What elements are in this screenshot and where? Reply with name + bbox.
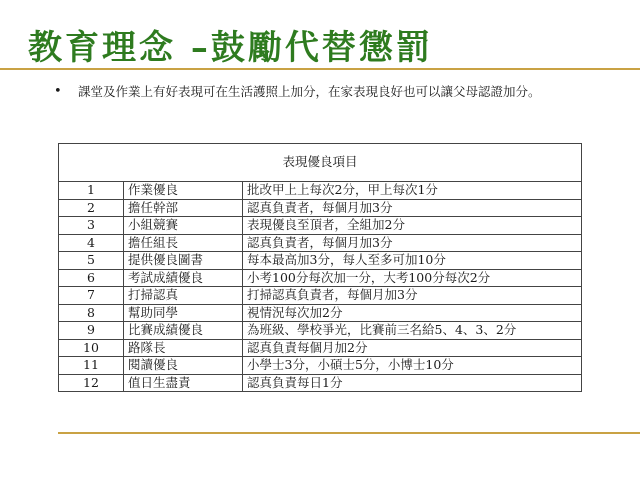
row-description: 視情況每次加2分 — [243, 304, 582, 322]
table-row — [59, 182, 582, 200]
row-number: 1 — [59, 182, 124, 200]
table-row — [59, 322, 582, 340]
row-description: 每本最高加3分，每人至多可加10分 — [243, 252, 582, 270]
row-item: 比賽成績優良 — [124, 322, 243, 340]
row-description: 認真負責每日1分 — [243, 374, 582, 392]
row-description: 為班級、學校爭光，比賽前三名給5、4、3、2分 — [243, 322, 582, 340]
bullet-dot: • — [54, 84, 62, 99]
row-number: 2 — [59, 199, 124, 217]
bottom-divider — [58, 432, 640, 434]
row-item: 作業優良 — [124, 182, 243, 200]
row-number: 7 — [59, 287, 124, 305]
table-row — [59, 199, 582, 217]
row-number: 4 — [59, 234, 124, 252]
row-item: 擔任幹部 — [124, 199, 243, 217]
row-description: 打掃認真負責者，每個月加3分 — [243, 287, 582, 305]
row-number: 12 — [59, 374, 124, 392]
table-header: 表現優良項目 — [59, 144, 582, 182]
table-row — [59, 217, 582, 235]
row-item: 路隊長 — [124, 339, 243, 357]
row-item: 值日生盡責 — [124, 374, 243, 392]
row-item: 小組競賽 — [124, 217, 243, 235]
row-number: 3 — [59, 217, 124, 235]
row-item: 提供優良圖書 — [124, 252, 243, 270]
table-row — [59, 374, 582, 392]
row-description: 表現優良至頂者，全組加2分 — [243, 217, 582, 235]
row-description: 小學士3分，小碩士5分，小博士10分 — [243, 357, 582, 375]
table-row — [59, 339, 582, 357]
table-row — [59, 357, 582, 375]
row-description: 認真負責者，每個月加3分 — [243, 199, 582, 217]
row-description: 批改甲上上每次2分，甲上每次1分 — [243, 182, 582, 200]
table-row — [59, 304, 582, 322]
awards-table — [58, 143, 582, 392]
table-row — [59, 252, 582, 270]
row-number: 11 — [59, 357, 124, 375]
table-header-row — [59, 144, 582, 182]
row-item: 打掃認真 — [124, 287, 243, 305]
row-description: 小考100分每次加一分，大考100分每次2分 — [243, 269, 582, 287]
row-number: 8 — [59, 304, 124, 322]
row-item: 閱讀優良 — [124, 357, 243, 375]
table-row — [59, 287, 582, 305]
row-item: 擔任組長 — [124, 234, 243, 252]
table-row — [59, 234, 582, 252]
row-number: 5 — [59, 252, 124, 270]
row-number: 9 — [59, 322, 124, 340]
slide-title: 教育理念 –鼓勵代替懲罰 — [28, 28, 433, 68]
bullet-text: 課堂及作業上有好表現可在生活護照上加分，在家表現良好也可以讓父母認證加分。 — [78, 84, 541, 99]
row-item: 考試成績優良 — [124, 269, 243, 287]
row-description: 認真負責每個月加2分 — [243, 339, 582, 357]
row-number: 6 — [59, 269, 124, 287]
bullet-point — [54, 82, 594, 101]
row-item: 幫助同學 — [124, 304, 243, 322]
table-row — [59, 269, 582, 287]
row-number: 10 — [59, 339, 124, 357]
title-divider — [0, 68, 640, 70]
row-description: 認真負責者，每個月加3分 — [243, 234, 582, 252]
